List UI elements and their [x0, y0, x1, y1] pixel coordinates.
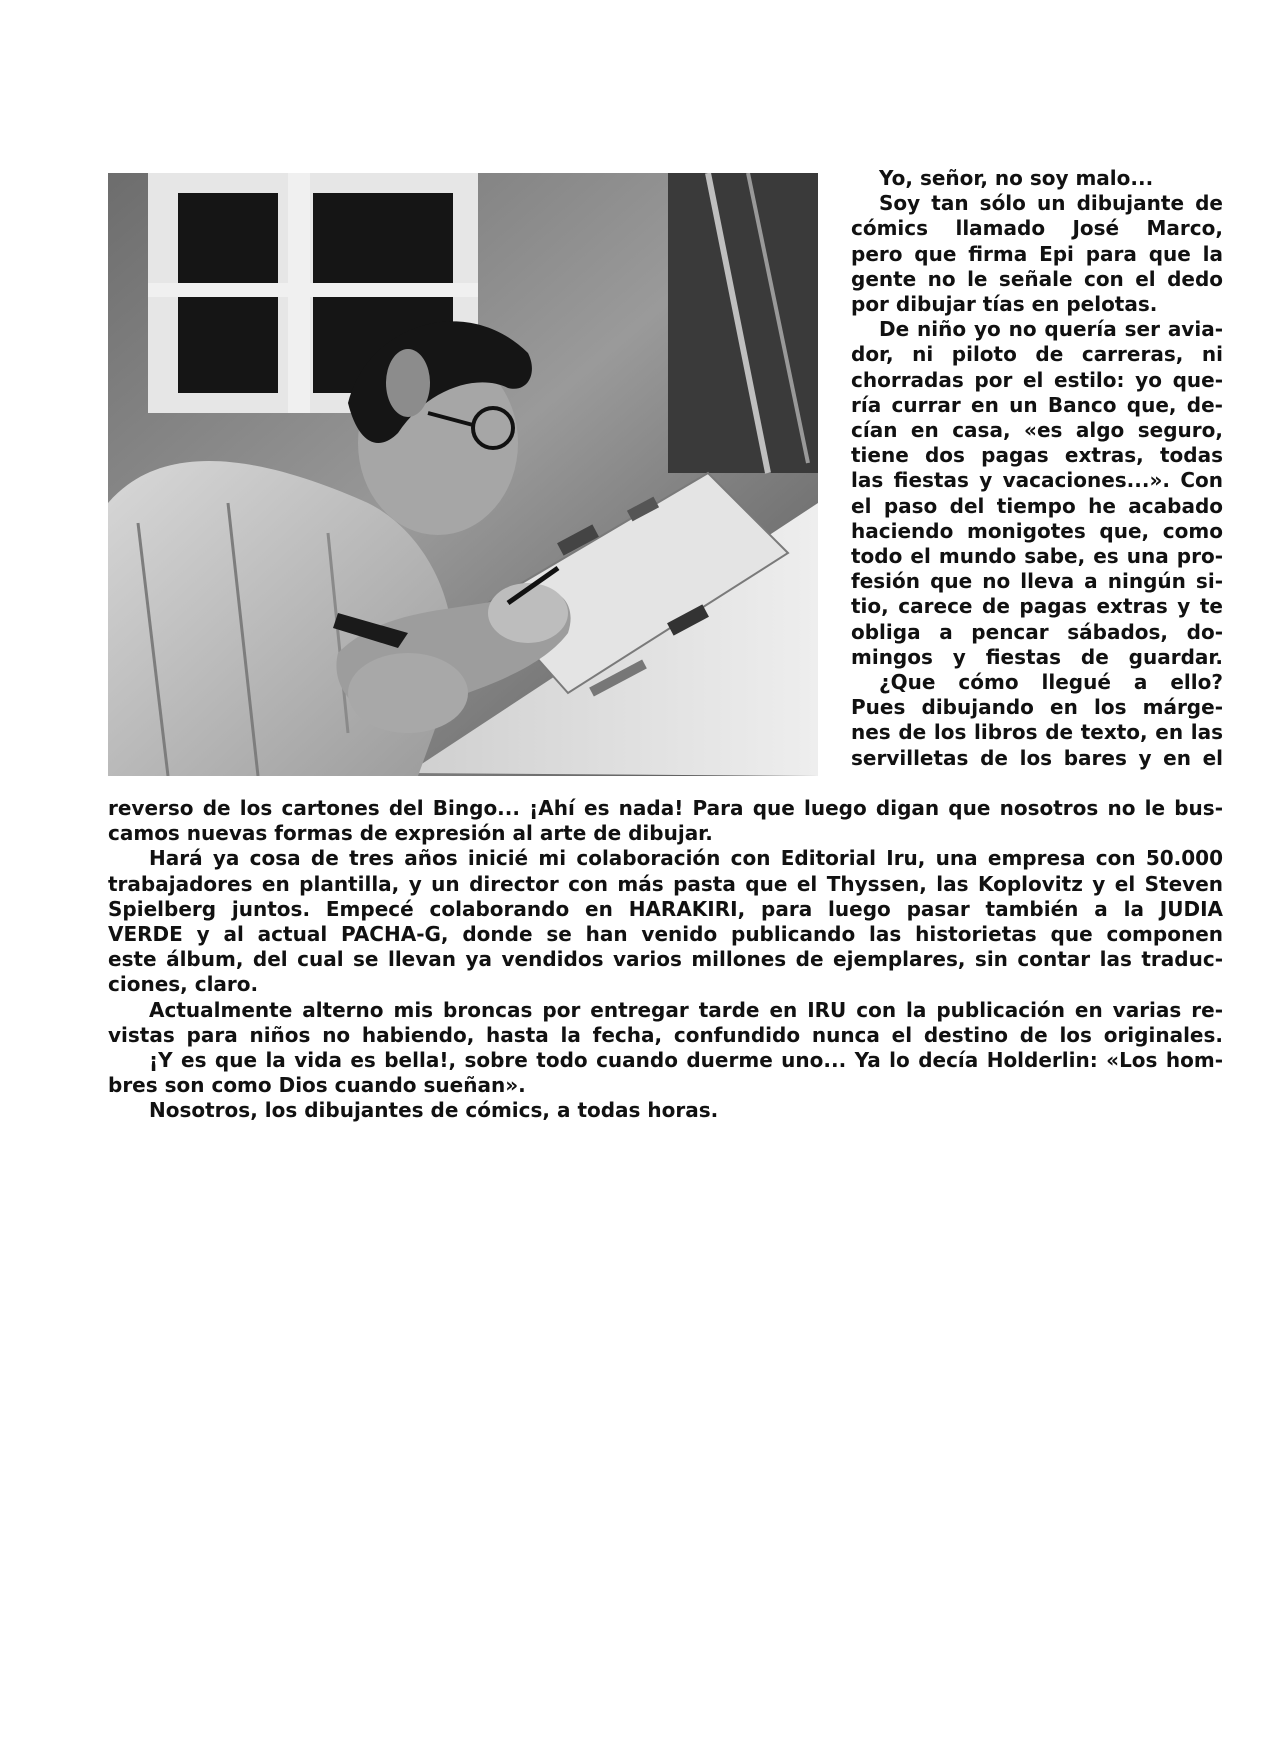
text-line: las fiestas y vacaciones...». Con [851, 468, 1223, 493]
text-line: ciones, claro. [108, 972, 259, 997]
text-line: fesión que no lleva a ningún si- [851, 569, 1223, 594]
text-line: trabajadores en plantilla, y un director con más pasta que el Thyssen, las Koplovitz y el Steven [108, 871, 1223, 896]
text-line: cómics llamado José Marco, [851, 216, 1223, 241]
text-line: vistas para niños no habiendo, hasta la fecha, confundido nunca el destino de los originales. [108, 1022, 1223, 1047]
text-line: cían en casa, «es algo seguro, [851, 418, 1223, 443]
right-column-text [851, 166, 1223, 771]
text-line: Nosotros, los dibujantes de cómics, a todas horas. [149, 1098, 719, 1123]
text-line: Spielberg juntos. Empecé colaborando en HARAKIRI, para luego pasar también a la JUDIA [108, 896, 1223, 921]
text-line: nes de los libros de texto, en las [851, 720, 1223, 745]
text-line: servilletas de los bares y en el [851, 745, 1223, 770]
text-line: el paso del tiempo he acabado [851, 493, 1223, 518]
artist-photo [108, 173, 818, 776]
text-line: pero que firma Epi para que la [851, 241, 1223, 266]
text-line: Yo, señor, no soy malo... [879, 166, 1154, 190]
text-line: VERDE y al actual PACHA-G, donde se han venido publicando las historietas que componen [108, 922, 1223, 947]
text-line: chorradas por el estilo: yo que- [851, 367, 1223, 392]
text-line: De niño yo no quería ser avia- [879, 317, 1223, 342]
text-line: camos nuevas formas de expresión al arte de dibujar. [108, 821, 713, 846]
text-line: por dibujar tías en pelotas. [851, 292, 1158, 317]
text-line: este álbum, del cual se llevan ya vendidos varios millones de ejemplares, sin contar las traduc- [108, 947, 1223, 972]
text-line: ¿Que cómo llegué a ello? [879, 670, 1223, 695]
text-line: tio, carece de pagas extras y te [851, 594, 1223, 619]
full-width-text [108, 796, 1223, 1124]
text-line: bres son como Dios cuando sueñan». [108, 1073, 526, 1098]
text-line: obliga a pencar sábados, do- [851, 619, 1223, 644]
text-line: todo el mundo sabe, es una pro- [851, 544, 1223, 569]
photo-artist-drawing-icon [108, 173, 818, 776]
text-line: Hará ya cosa de tres años inicié mi colaboración con Editorial Iru, una empresa con 50.000 [149, 846, 1223, 871]
text-line: gente no le señale con el dedo [851, 266, 1223, 291]
text-line: haciendo monigotes que, como [851, 518, 1223, 543]
text-line: ría currar en un Banco que, de- [851, 392, 1223, 417]
text-line: tiene dos pagas extras, todas [851, 443, 1223, 468]
text-line: mingos y fiestas de guardar. [851, 644, 1223, 669]
text-line: dor, ni piloto de carreras, ni [851, 342, 1223, 367]
text-line: ¡Y es que la vida es bella!, sobre todo cuando duerme uno... Ya lo decía Holderlin: «Los hom- [149, 1048, 1223, 1073]
text-line: reverso de los cartones del Bingo... ¡Ahí es nada! Para que luego digan que nosotros no le bus- [108, 796, 1223, 820]
text-line: Actualmente alterno mis broncas por entregar tarde en IRU con la publicación en varias re- [149, 997, 1223, 1022]
text-line: Soy tan sólo un dibujante de [879, 191, 1223, 216]
text-line: Pues dibujando en los márge- [851, 695, 1223, 720]
